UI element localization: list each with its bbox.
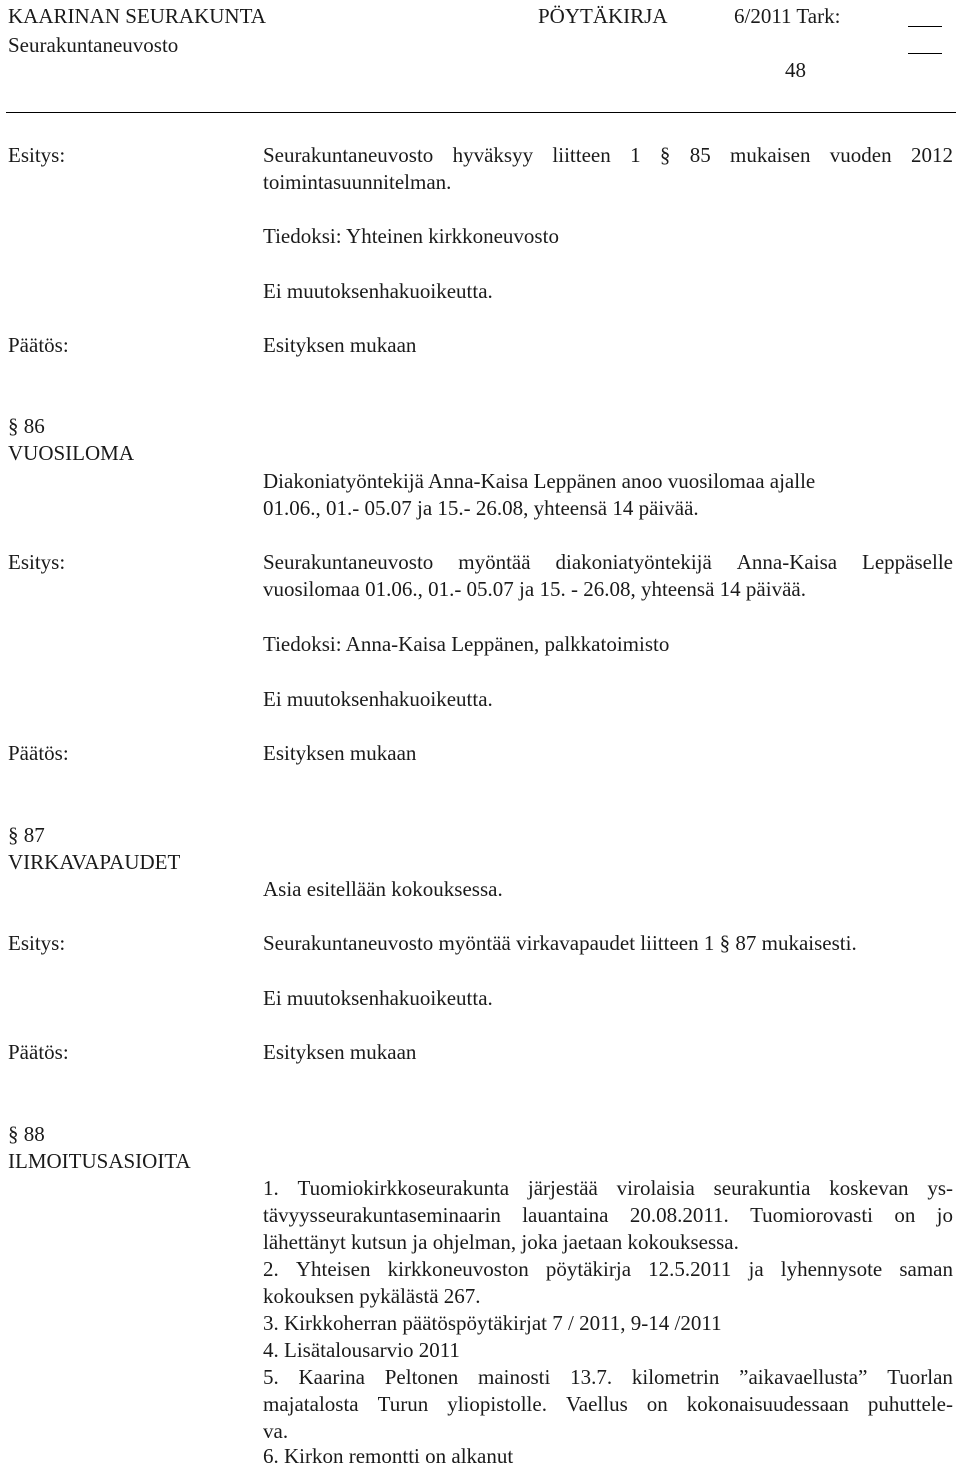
s88-item5-line3: va. (263, 1419, 289, 1443)
word: kokonaisuudessaan (686, 1392, 849, 1416)
section-title: VUOSILOMA (8, 441, 134, 465)
paatos-label: Päätös: (8, 741, 69, 765)
s88-item5-line1 (263, 1365, 953, 1390)
word: Anna-Kaisa (736, 550, 838, 574)
section-title: ILMOITUSASIOITA (8, 1149, 191, 1173)
section-number: § 88 (8, 1122, 45, 1146)
word: Peltonen (384, 1365, 459, 1389)
word: Yhteisen (295, 1257, 371, 1281)
word: tävyysseurakuntaseminaarin (263, 1203, 501, 1227)
word: 2. (263, 1257, 279, 1281)
justified-line (263, 550, 953, 575)
justified-line (263, 1203, 953, 1228)
esitys-label: Esitys: (8, 143, 66, 167)
s85-paatos: Esityksen mukaan (263, 333, 417, 357)
word: hyväksyy (452, 143, 534, 167)
word: 13.7. (570, 1365, 613, 1389)
section-number: § 86 (8, 414, 45, 438)
word: Seurakuntaneuvosto (263, 143, 434, 167)
s88-item3: 3. Kirkkoherran päätöspöytäkirjat 7 / 2011, 9-14 /2011 (263, 1311, 722, 1335)
signature-line (908, 53, 942, 54)
word: virolaisia (616, 1176, 695, 1200)
word: Kaarina (298, 1365, 365, 1389)
paatos-label: Päätös: (8, 333, 69, 357)
s86-paatos: Esityksen mukaan (263, 741, 417, 765)
s86-body-line1: Diakoniatyöntekijä Anna-Kaisa Leppänen anoo vuosilomaa ajalle (263, 469, 816, 493)
word: yliopistolle. (447, 1392, 547, 1416)
word: jo (936, 1203, 953, 1227)
word: pöytäkirja (545, 1257, 632, 1281)
s88-item1-line2 (263, 1203, 953, 1228)
word: seurakuntia (713, 1176, 811, 1200)
s85-esitys-line1 (263, 143, 953, 168)
s88-item2-line2: kokouksen pykälästä 267. (263, 1284, 481, 1308)
justified-line (263, 1392, 953, 1417)
word: puhuttele- (867, 1392, 953, 1416)
word: Tuorlan (887, 1365, 953, 1389)
word: Tuomiokirkkoseurakunta (297, 1176, 510, 1200)
org-name: KAARINAN SEURAKUNTA (8, 4, 266, 28)
s86-esitys-line2: vuosilomaa 01.06., 01.- 05.07 ja 15. - 26.08, yhteensä 14 päivää. (263, 577, 806, 601)
esitys-label: Esitys: (8, 550, 66, 574)
signature-line (908, 26, 942, 27)
word: 12.5.2011 (648, 1257, 732, 1281)
word: myöntää (458, 550, 531, 574)
justified-line (263, 1257, 953, 1282)
justified-line (263, 1365, 953, 1390)
word: kirkkoneuvoston (387, 1257, 529, 1281)
s86-tiedoksi: Tiedoksi: Anna-Kaisa Leppänen, palkkatoimisto (263, 632, 670, 656)
header-divider (6, 112, 956, 113)
s86-esitys-line1 (263, 550, 953, 575)
word: ys- (927, 1176, 953, 1200)
s85-no-appeal: Ei muutoksenhakuoikeutta. (263, 279, 493, 303)
word: diakoniatyöntekijä (555, 550, 712, 574)
word: majatalosta (263, 1392, 359, 1416)
justified-line (263, 1176, 953, 1201)
doc-type: PÖYTÄKIRJA (538, 4, 668, 28)
s88-item1-line1 (263, 1176, 953, 1201)
s87-heading (8, 822, 180, 876)
word: Vaellus (565, 1392, 628, 1416)
s87-no-appeal: Ei muutoksenhakuoikeutta. (263, 986, 493, 1010)
word: ”aikavaellusta” (739, 1365, 868, 1389)
esitys-label: Esitys: (8, 931, 66, 955)
word: kilometrin (631, 1365, 720, 1389)
s88-heading (8, 1121, 191, 1175)
s88-item6: 6. Kirkon remontti on alkanut (263, 1444, 514, 1468)
s85-esitys-line2: toimintasuunnitelman. (263, 170, 452, 194)
word: 1. (263, 1176, 279, 1200)
word: Leppäselle (862, 550, 953, 574)
doc-number: 6/2011 Tark: (734, 4, 841, 28)
word: 2012 (910, 143, 953, 167)
word: saman (899, 1257, 953, 1281)
s86-body-line2: 01.06., 01.- 05.07 ja 15.- 26.08, yhteensä 14 päivää. (263, 496, 699, 520)
word: järjestää (527, 1176, 598, 1200)
s88-item5-line2 (263, 1392, 953, 1417)
s86-no-appeal: Ei muutoksenhakuoikeutta. (263, 687, 493, 711)
word: lyhennysote (780, 1257, 883, 1281)
word: Turun (377, 1392, 429, 1416)
board-name: Seurakuntaneuvosto (8, 33, 179, 57)
word: vuoden (829, 143, 892, 167)
word: 5. (263, 1365, 279, 1389)
word: 1 (630, 143, 641, 167)
section-title: VIRKAVAPAUDET (8, 850, 181, 874)
word: 20.08.2011. (629, 1203, 729, 1227)
justified-line (263, 143, 953, 168)
word: on (894, 1203, 916, 1227)
paatos-label: Päätös: (8, 1040, 69, 1064)
s87-esitys: Seurakuntaneuvosto myöntää virkavapaudet liitteen 1 § 87 mukaisesti. (263, 931, 857, 955)
word: mukaisen (730, 143, 811, 167)
word: koskevan (829, 1176, 909, 1200)
section-number: § 87 (8, 823, 45, 847)
word: Tuomiorovasti (750, 1203, 874, 1227)
word: lauantaina (522, 1203, 609, 1227)
s88-item2-line1 (263, 1257, 953, 1282)
word: liitteen (552, 143, 611, 167)
word: ja (748, 1257, 764, 1281)
word: Seurakuntaneuvosto (263, 550, 434, 574)
word: § (659, 143, 671, 167)
s87-body: Asia esitellään kokouksessa. (263, 877, 503, 901)
word: on (646, 1392, 668, 1416)
word: mainosti (478, 1365, 551, 1389)
word: 85 (689, 143, 711, 167)
s87-paatos: Esityksen mukaan (263, 1040, 417, 1064)
s86-heading (8, 413, 134, 467)
s88-item1-line3: lähettänyt kutsun ja ohjelman, joka jaetaan kokouksessa. (263, 1230, 739, 1254)
page-number: 48 (785, 58, 806, 82)
s88-item4: 4. Lisätalousarvio 2011 (263, 1338, 460, 1362)
s85-tiedoksi: Tiedoksi: Yhteinen kirkkoneuvosto (263, 224, 559, 248)
